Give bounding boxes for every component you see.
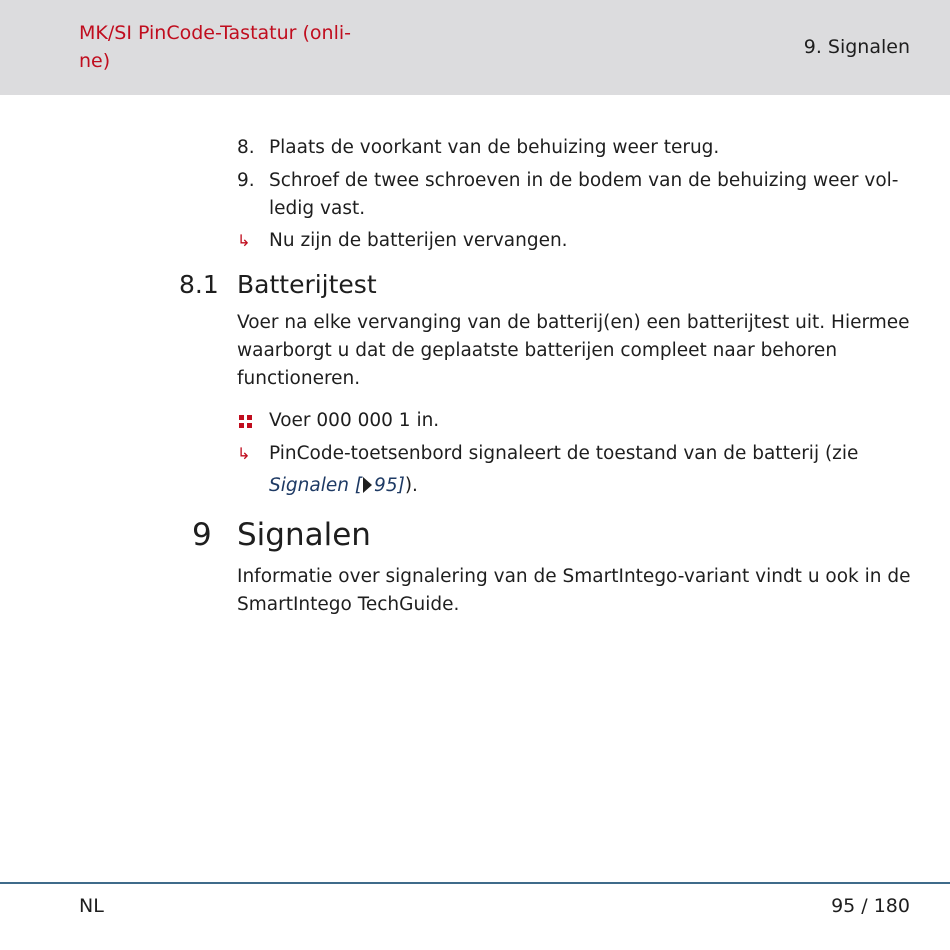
chapter-paragraph: Informatie over signalering van de SmartIntego-variant vindt u ook in de SmartIntego TechGuide. xyxy=(237,566,911,615)
action-text: Voer 000 000 1 in. xyxy=(269,410,440,431)
page-pointer-icon xyxy=(363,477,372,493)
result-text: PinCode-toetsenbord signaleert de toestand van de batterij (zie Signalen [ 95]). xyxy=(269,443,859,496)
step-text: Plaats de voorkant van de behuizing weer terug. xyxy=(269,137,720,158)
chapter-heading-running: 9. Signalen xyxy=(803,36,910,58)
step-number: 8. xyxy=(237,137,255,158)
chapter-title: Signalen xyxy=(237,517,371,553)
page-header xyxy=(0,0,950,95)
document-title: MK/SI PinCode-Tastatur (onli- ne) xyxy=(79,22,352,72)
footer-divider xyxy=(0,882,950,884)
arrow-return-icon: ↳ xyxy=(237,231,251,250)
step-number: 9. xyxy=(237,170,255,191)
section-number: 8.1 xyxy=(179,270,219,299)
step-text: Schroef de twee schroeven in de bodem van de behuizing weer vol- ledig vast. xyxy=(269,170,899,219)
result-text: Nu zijn de batterijen vervangen. xyxy=(269,230,568,251)
chapter-number: 9 xyxy=(192,517,212,553)
section-paragraph: Voer na elke vervanging van de batterij(en) een batterijtest uit. Hiermee waarborgt u dat de geplaatste batterijen compleet naar behoren functioneren. xyxy=(237,312,910,389)
arrow-return-icon: ↳ xyxy=(237,444,251,463)
section-title: Batterijtest xyxy=(237,270,377,299)
page-number: 95 / 180 xyxy=(831,895,910,917)
footer-language: NL xyxy=(79,895,104,917)
action-grid-icon xyxy=(239,415,252,428)
cross-reference-link[interactable]: Signalen [ 95] xyxy=(269,475,405,496)
